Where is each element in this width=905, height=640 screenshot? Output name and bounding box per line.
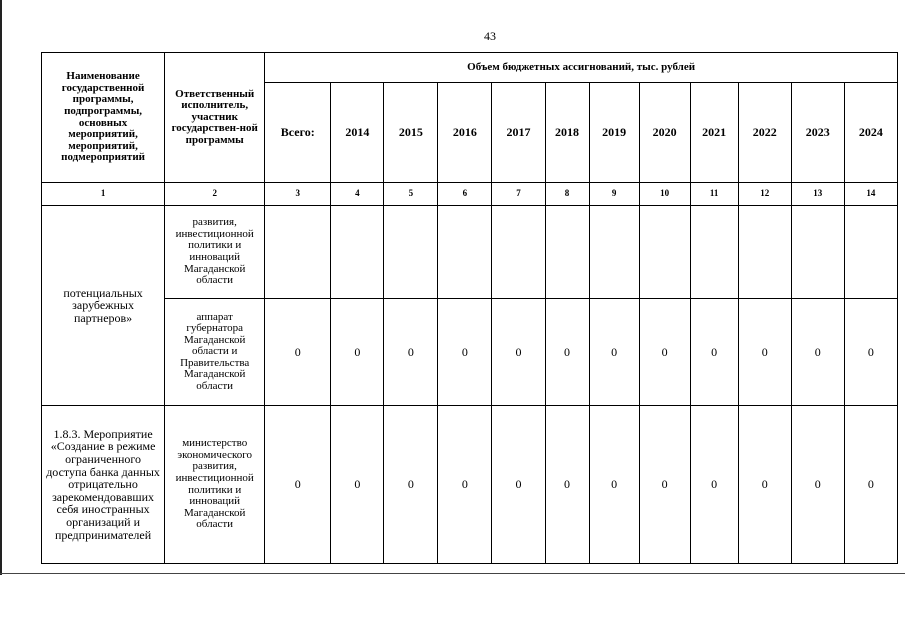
column-number: 10 xyxy=(639,183,690,206)
value-cell xyxy=(639,206,690,299)
page-number: 43 xyxy=(484,29,496,43)
value-cell: 0 xyxy=(589,299,639,406)
scan-left-edge xyxy=(0,0,2,575)
value-cell xyxy=(384,206,438,299)
value-cell xyxy=(589,206,639,299)
table-row xyxy=(42,406,898,564)
value-cell: 0 xyxy=(384,406,438,564)
column-number: 1 xyxy=(42,183,165,206)
header-year: 2024 xyxy=(844,83,897,183)
scan-bottom-line xyxy=(0,573,905,574)
column-number: 4 xyxy=(331,183,384,206)
header-executor: Ответственный исполнитель, участник государствен-ной программы xyxy=(165,53,265,183)
value-cell xyxy=(438,206,492,299)
value-cell: 0 xyxy=(492,299,545,406)
table-row xyxy=(42,299,898,406)
budget-table xyxy=(41,52,898,564)
value-cell: 0 xyxy=(265,299,331,406)
value-cell: 0 xyxy=(438,406,492,564)
value-cell: 0 xyxy=(331,299,384,406)
header-year: 2021 xyxy=(690,83,738,183)
value-cell: 0 xyxy=(791,406,844,564)
column-number: 14 xyxy=(844,183,897,206)
column-number: 6 xyxy=(438,183,492,206)
value-cell: 0 xyxy=(589,406,639,564)
header-year: 2016 xyxy=(438,83,492,183)
row-executor: министерство экономического развития, инвестиционной политики и инноваций Магаданской области xyxy=(165,406,265,564)
header-year: 2023 xyxy=(791,83,844,183)
header-year: 2017 xyxy=(492,83,545,183)
row-executor: развития, инвестиционной политики и инноваций Магаданской области xyxy=(165,206,265,299)
column-numbers-row xyxy=(42,183,898,206)
column-number: 5 xyxy=(384,183,438,206)
column-number: 9 xyxy=(589,183,639,206)
value-cell xyxy=(738,206,791,299)
row-executor: аппарат губернатора Магаданской области и Правительства Магаданской области xyxy=(165,299,265,406)
header-budget: Объем бюджетных ассигнований, тыс. рублей xyxy=(265,53,898,83)
value-cell: 0 xyxy=(844,406,897,564)
table-row xyxy=(42,206,898,299)
value-cell xyxy=(690,206,738,299)
column-number: 8 xyxy=(545,183,589,206)
value-cell xyxy=(492,206,545,299)
header-year: 2014 xyxy=(331,83,384,183)
row-name: потенциальных зарубежных партнеров» xyxy=(42,206,165,406)
value-cell: 0 xyxy=(690,299,738,406)
value-cell: 0 xyxy=(265,406,331,564)
value-cell: 0 xyxy=(639,406,690,564)
value-cell: 0 xyxy=(738,406,791,564)
value-cell: 0 xyxy=(844,299,897,406)
value-cell: 0 xyxy=(639,299,690,406)
header-year: 2018 xyxy=(545,83,589,183)
column-number: 7 xyxy=(492,183,545,206)
header-year: 2022 xyxy=(738,83,791,183)
value-cell: 0 xyxy=(690,406,738,564)
column-number: 2 xyxy=(165,183,265,206)
value-cell: 0 xyxy=(492,406,545,564)
column-number: 13 xyxy=(791,183,844,206)
value-cell: 0 xyxy=(791,299,844,406)
header-year: 2019 xyxy=(589,83,639,183)
column-number: 12 xyxy=(738,183,791,206)
header-total: Всего: xyxy=(265,83,331,183)
value-cell: 0 xyxy=(545,299,589,406)
value-cell xyxy=(545,206,589,299)
value-cell: 0 xyxy=(438,299,492,406)
value-cell xyxy=(791,206,844,299)
value-cell xyxy=(844,206,897,299)
value-cell xyxy=(331,206,384,299)
header-name: Наименование государственной программы, подпрограммы, основных мероприятий, мероприятий, подмероприятий xyxy=(42,53,165,183)
value-cell: 0 xyxy=(738,299,791,406)
column-number: 3 xyxy=(265,183,331,206)
header-year: 2020 xyxy=(639,83,690,183)
value-cell: 0 xyxy=(331,406,384,564)
value-cell xyxy=(265,206,331,299)
value-cell: 0 xyxy=(545,406,589,564)
column-number: 11 xyxy=(690,183,738,206)
header-year: 2015 xyxy=(384,83,438,183)
value-cell: 0 xyxy=(384,299,438,406)
row-name: 1.8.3. Мероприятие «Создание в режиме ограниченного доступа банка данных отрицательно зарекомендовавших себя иностранных организаций и предпринимателей xyxy=(42,406,165,564)
